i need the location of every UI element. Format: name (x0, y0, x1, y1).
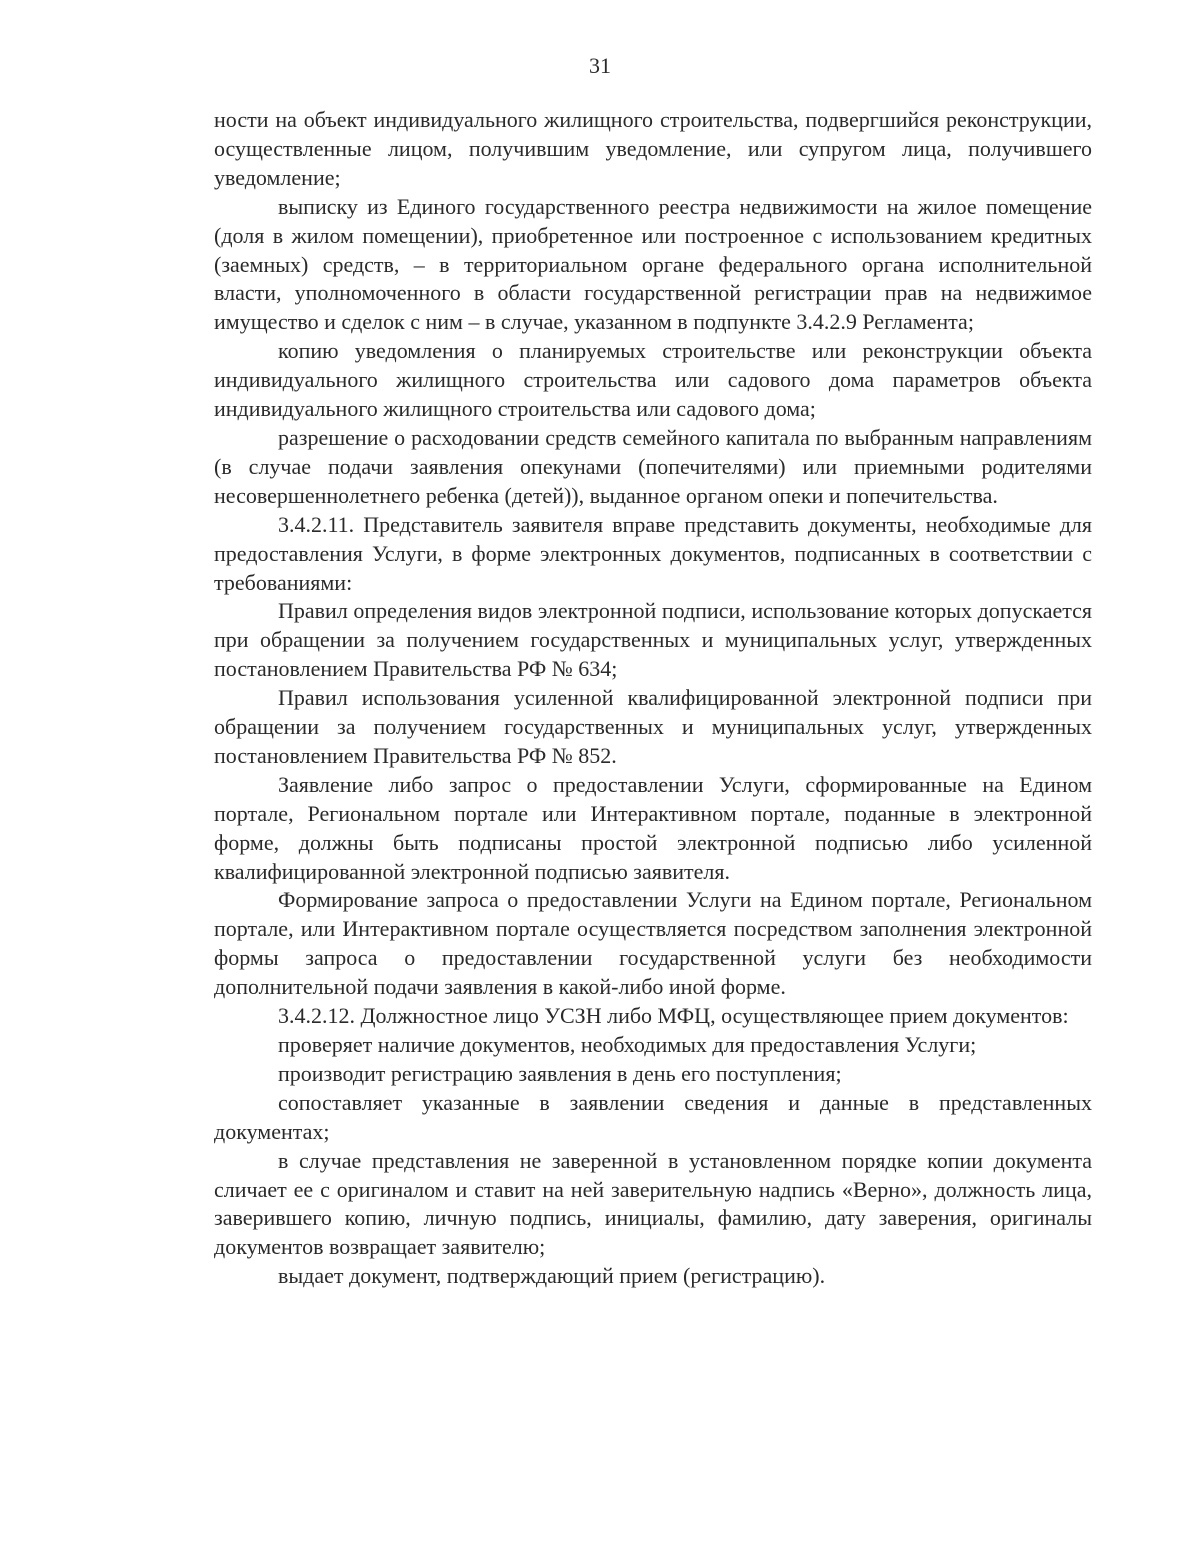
paragraph: ности на объект индивидуального жилищного строительства, подвергшийся реконструкции, осуществленные лицом, получившим уведомление, или супругом лица, получившего уведомление; (214, 107, 1092, 190)
document-body (214, 106, 1092, 1291)
paragraph: проверяет наличие документов, необходимых для предоставления Услуги; (278, 1032, 977, 1057)
paragraph: Формирование запроса о предоставлении Услуги на Едином портале, Региональном портале, или Интерактивном портале осуществляется посредством заполнения электронной формы запроса о предоставлении государственной услуги без необходимости дополнительной подачи заявления в какой-либо иной форме. (214, 887, 1092, 1000)
paragraph: копию уведомления о планируемых строительстве или реконструкции объекта индивидуального жилищного строительства или садового дома параметров объекта индивидуального жилищного строительства или садового дома; (214, 338, 1092, 422)
paragraph: выдает документ, подтверждающий прием (регистрацию). (278, 1263, 826, 1289)
paragraph: 3.4.2.12. Должностное лицо УСЗН либо МФЦ, осуществляющее прием документов: (278, 1003, 1069, 1029)
paragraph: Правил определения видов электронной подписи, использование которых допускается при обращении за получением государственных и муниципальных услуг, утвержденных постановлением Правительства РФ № 634; (214, 598, 1092, 682)
paragraph: разрешение о расходовании средств семейного капитала по выбранным направлениям (в случае подачи заявления опекунами (попечителями) или приемными родителями несовершеннолетнего ребенка (детей)), выданное органом опеки и попечительства. (214, 424, 1092, 508)
paragraph: производит регистрацию заявления в день его поступления; (278, 1060, 842, 1086)
paragraph: Правил использования усиленной квалифицированной электронной подписи при обращении за получением государственных и муниципальных услуг, утвержденных постановлением Правительства РФ № 852. (214, 685, 1092, 768)
paragraph: выписку из Единого государственного реестра недвижимости на жилое помещение (доля в жилом помещении), приобретенное или построенное с использованием кредитных (заемных) средств, – в территориальном органе федерального органа исполнительной власти, уполномоченного в области государственной регистрации прав на недвижимое имущество и сделок с ним – в случае, указанном в подпункте 3.4.2.9 Регламента; (214, 193, 1092, 335)
paragraph: Заявление либо запрос о предоставлении Услуги, сформированные на Едином портале, Региональном портале или Интерактивном портале, поданные в электронной форме, должны быть подписаны простой электронной подписью либо усиленной квалифицированной электронной подписью заявителя. (214, 771, 1092, 884)
page-number: 31 (589, 53, 611, 78)
paragraph: сопоставляет указанные в заявлении сведения и данные в представленных документах; (214, 1089, 1092, 1144)
paragraph: в случае представления не заверенной в установленном порядке копии документа сличает ее с оригиналом и ставит на ней заверительную надпись «Верно», должность лица, заверившего копию, личную подпись, инициалы, фамилию, дату заверения, оригиналы документов возвращает заявителю; (214, 1147, 1092, 1260)
paragraph: 3.4.2.11. Представитель заявителя вправе представить документы, необходимые для предоставления Услуги, в форме электронных документов, подписанных в соответствии с требованиями: (214, 511, 1092, 595)
